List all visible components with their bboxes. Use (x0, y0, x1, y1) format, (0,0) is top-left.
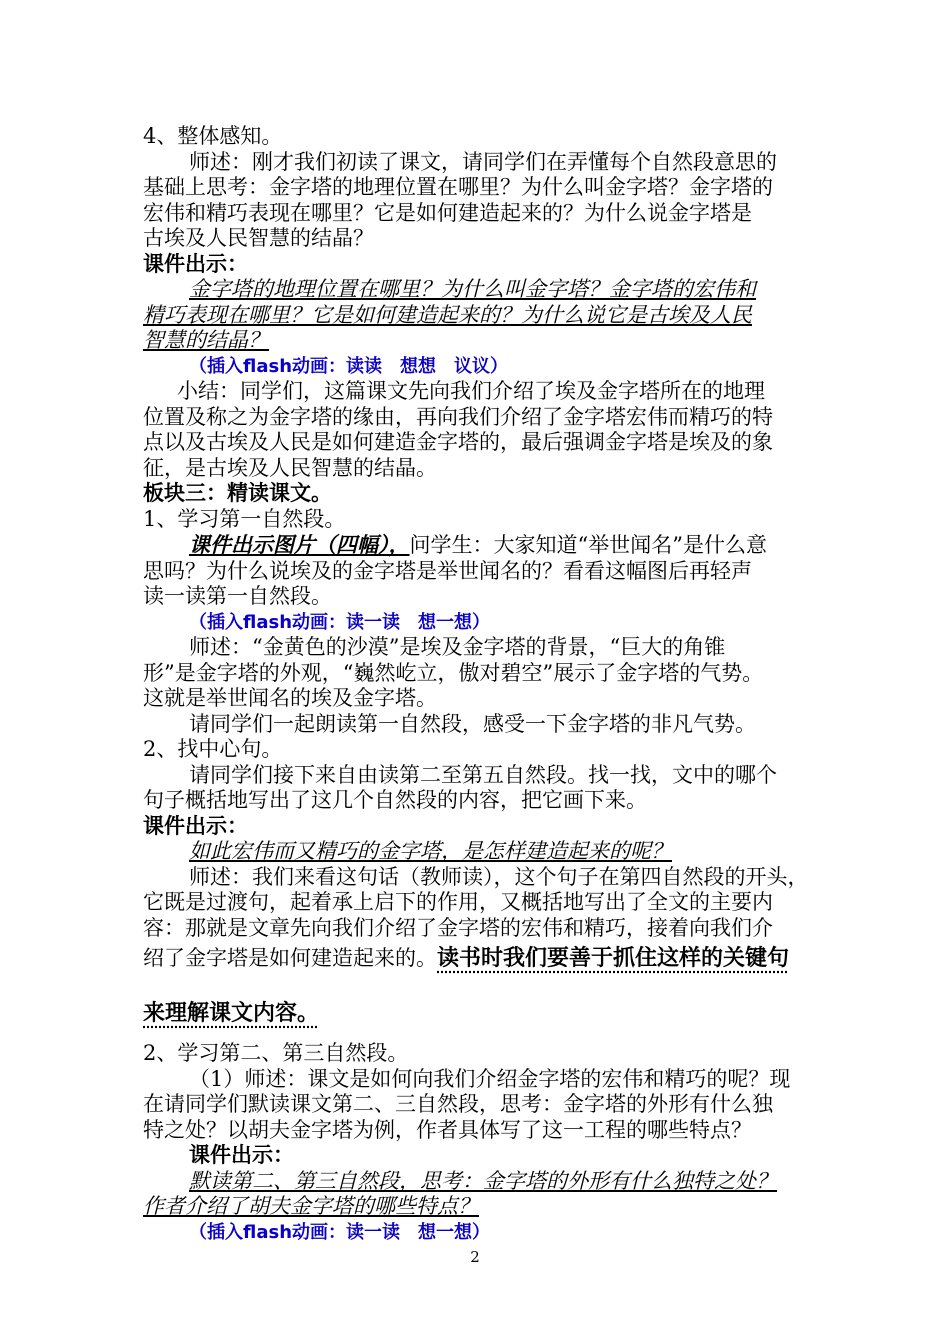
block-heading: 板块三：精读课文。 (143, 481, 332, 505)
key-emphasis: 来理解课文内容。 (143, 1001, 320, 1026)
paragraph-line: 宏伟和精巧表现在哪里？它是如何建造起来的？为什么说金字塔是 (143, 200, 752, 225)
paragraph-line: 在请同学们默读课文第二、三自然段，思考：金字塔的外形有什么独 (143, 1092, 773, 1116)
paragraph-line: 小结：同学们，这篇课文先向我们介绍了埃及金字塔所在的地理 (177, 379, 765, 403)
paragraph-line: 形”是金字塔的外观，“巍然屹立，傲对碧空”展示了金字塔的气势。 (143, 660, 764, 685)
paragraph-line: 特之处？以胡夫金字塔为例，作者具体写了这一工程的哪些特点？ (143, 1117, 752, 1142)
courseware-text: 如此宏伟而又精巧的金字塔，是怎样建造起来的呢？ (189, 839, 672, 863)
paragraph-line: 师述：我们来看这句话（教师读），这个句子在第四自然段的开头， (189, 864, 809, 889)
courseware-text: 金字塔的地理位置在哪里？为什么叫金字塔？金字塔的宏伟和 (189, 277, 756, 301)
paragraph-line: 师述：刚才我们初读了课文，请同学们在弄懂每个自然段意思的 (189, 149, 777, 174)
question-text: 问学生：大家知道“举世闻名”是什么意 (409, 533, 767, 557)
paragraph-line: 请同学们接下来自由读第二至第五自然段。找一找，文中的哪个 (189, 762, 777, 787)
flash-note: （插入flash动画：读一读 想一想） (189, 611, 491, 633)
flash-note: （插入flash动画：读一读 想一想） (189, 1221, 491, 1243)
paragraph-line (143, 532, 810, 559)
paragraph-line: 点以及古埃及人民是如何建造金字塔的，最后强调金字塔是埃及的象 (143, 430, 773, 454)
paragraph-line: 读一读第一自然段。 (143, 584, 332, 608)
paragraph-line: 它既是过渡句，起着承上启下的作用，又概括地写出了全文的主要内 (143, 890, 773, 914)
courseware-label: 课件出示： (143, 813, 248, 838)
paragraph-line: 征，是古埃及人民智慧的结晶。 (143, 455, 437, 480)
page-number: 2 (470, 1248, 480, 1266)
key-emphasis: 读书时我们要善于抓住这样的关键句 (437, 946, 790, 971)
section-heading: 2、学习第二、第三自然段。 (143, 1041, 409, 1065)
paragraph-line: （1）师述：课文是如何向我们介绍金字塔的宏伟和精巧的呢？现 (189, 1066, 791, 1091)
paragraph-line: 位置及称之为金字塔的缘由，再向我们介绍了金字塔宏伟而精巧的特 (143, 404, 773, 429)
paragraph-line: 容：那就是文章先向我们介绍了金字塔的宏伟和精巧，接着向我们介 (143, 915, 773, 940)
courseware-label: 课件出示： (143, 251, 248, 276)
paragraph-line: 思吗？为什么说埃及的金字塔是举世闻名的？看看这幅图后再轻声 (143, 558, 752, 583)
courseware-text: 精巧表现在哪里？它是如何建造起来的？为什么说它是古埃及人民 (143, 302, 752, 327)
section-heading: 4、整体感知。 (143, 124, 283, 148)
flash-note: （插入flash动画：读读 想想 议议） (189, 355, 509, 377)
courseware-emphasis: 课件出示图片（四幅）， (189, 532, 410, 557)
paragraph-line: 这就是举世闻名的埃及金字塔。 (143, 686, 437, 710)
section-heading: 2、找中心句。 (143, 737, 283, 761)
paragraph-line: 请同学们一起朗读第一自然段，感受一下金字塔的非凡气势。 (189, 711, 756, 736)
plain-text: 绍了金字塔是如何建造起来的。 (143, 946, 437, 970)
courseware-text: 智慧的结晶？ (143, 328, 269, 352)
paragraph-line: 师述：“金黄色的沙漠”是埃及金字塔的背景，“巨大的角锥 (189, 635, 726, 659)
courseware-label: 课件出示： (189, 1143, 294, 1167)
paragraph-line (143, 996, 810, 1031)
paragraph-line: 基础上思考：金字塔的地理位置在哪里？为什么叫金字塔？金字塔的 (143, 175, 773, 199)
section-heading: 1、学习第一自然段。 (143, 506, 346, 531)
paragraph-line: 句子概括地写出了这几个自然段的内容，把它画下来。 (143, 788, 647, 812)
paragraph-line: 古埃及人民智慧的结晶？ (143, 226, 374, 250)
courseware-text: 作者介绍了胡夫金字塔的哪些特点？ (143, 1194, 479, 1218)
courseware-text: 默读第二、第三自然段，思考：金字塔的外形有什么独特之处？ (189, 1168, 777, 1193)
paragraph-line (143, 941, 810, 976)
document-body (143, 124, 810, 1245)
